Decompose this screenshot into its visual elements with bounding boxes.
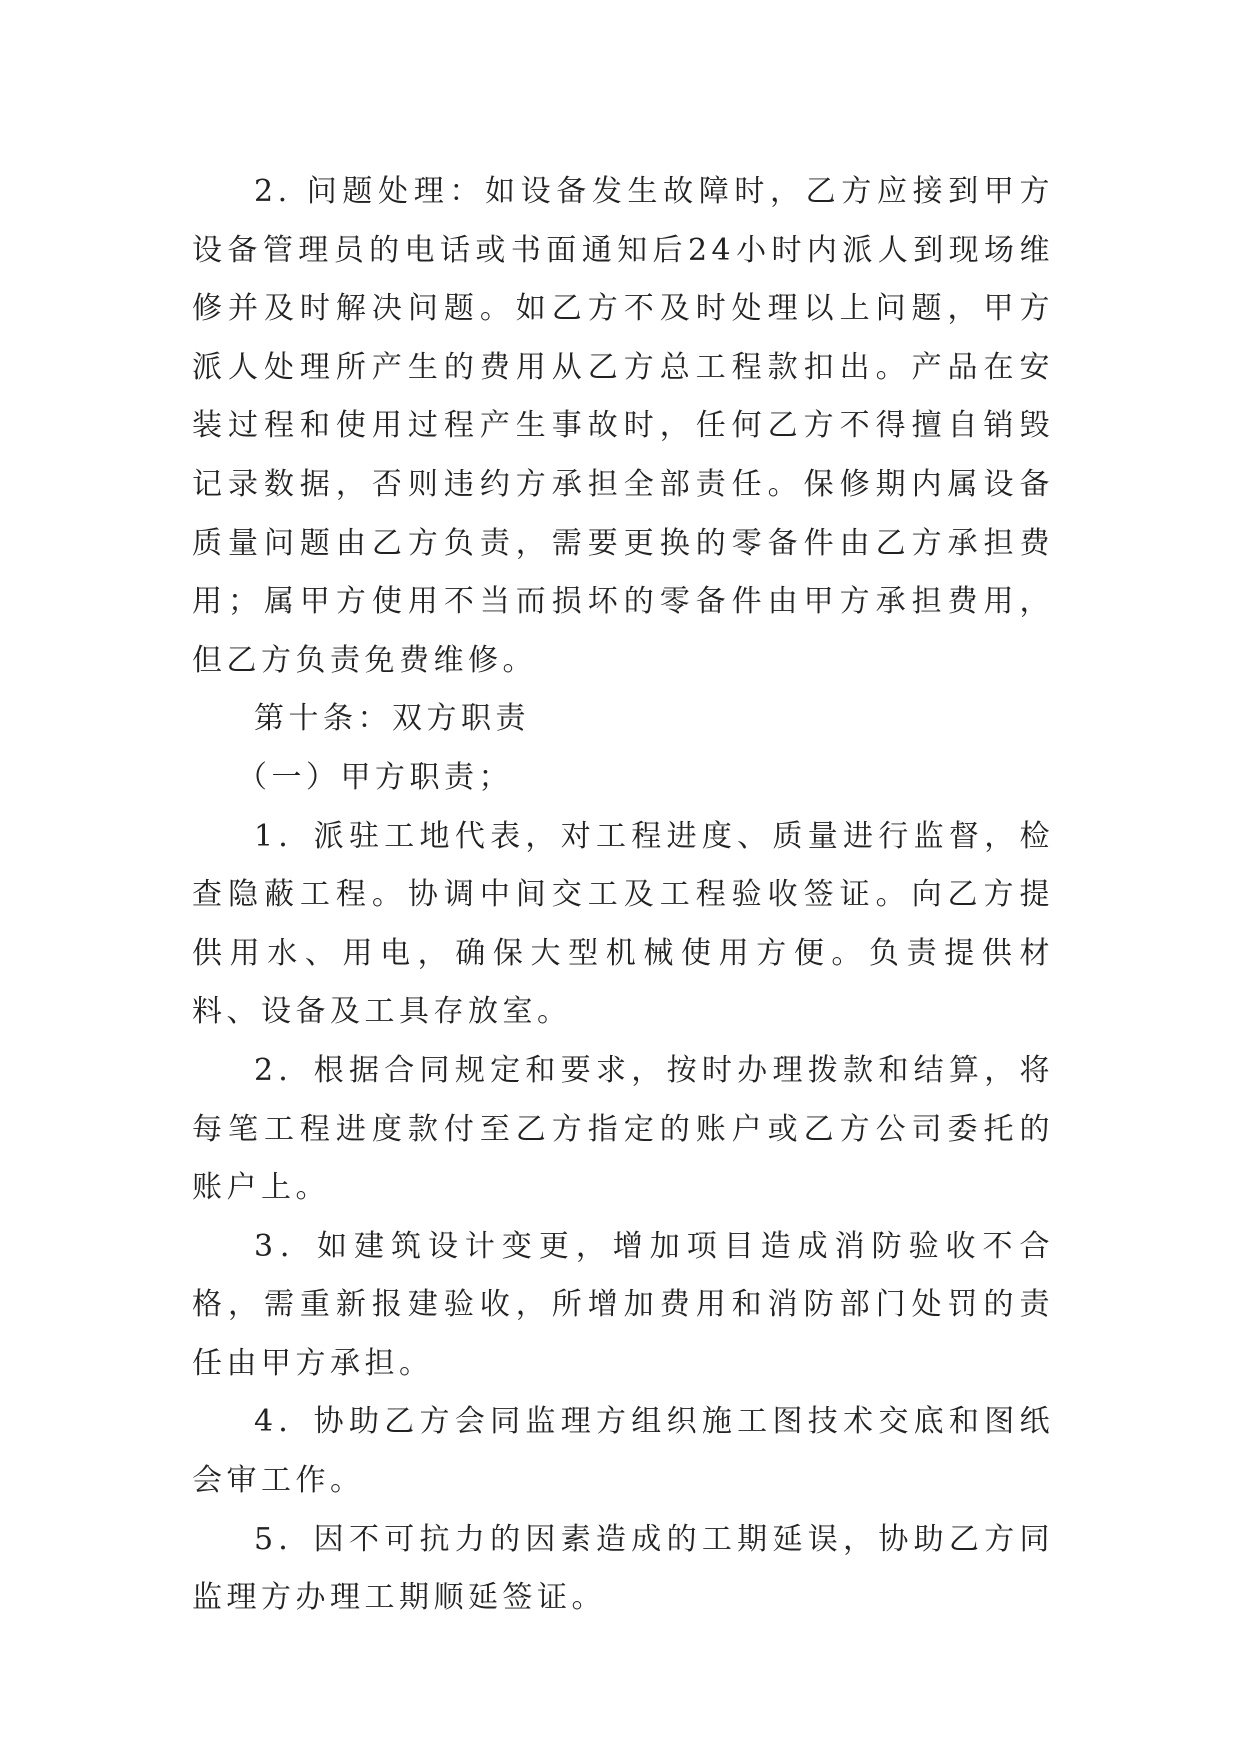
paragraph-problem-handling: 2. 问题处理：如设备发生故障时，乙方应接到甲方设备管理员的电话或书面通知后24小时内派人到现场维修并及时解决问题。如乙方不及时处理以上问题，甲方派人处理所产生的费用从乙方总工程款扣出。产品在安装过程和使用过程产生事故时，任何乙方不得擅自销毁记录数据，否则违约方承担全部责任。保修期内属设备质量问题由乙方负责，需要更换的零备件由乙方承担费用；属甲方使用不当而损坏的零备件由甲方承担费用，但乙方负责免费维修。: [192, 174, 1054, 678]
duty-item-2: 2．根据合同规定和要求，按时办理拨款和结算，将每笔工程进度款付至乙方指定的账户或乙方公司委托的账户上。: [192, 1052, 1054, 1206]
article-ten-heading: 第十条：双方职责: [254, 701, 530, 737]
duty-item-3: 3．如建筑设计变更，增加项目造成消防验收不合格，需重新报建验收，所增加费用和消防部门处罚的责任由甲方承担。: [192, 1228, 1054, 1381]
duty-item-5: 5．因不可抗力的因素造成的工期延误，协助乙方同监理方办理工期顺延签证。: [192, 1521, 1054, 1616]
document-page: [192, 163, 1054, 1628]
duty-item-4: 4．协助乙方会同监理方组织施工图技术交底和图纸会审工作。: [192, 1404, 1054, 1499]
party-a-heading: （一）甲方职责；: [237, 759, 513, 795]
duty-item-1: 1．派驻工地代表，对工程进度、质量进行监督，检查隐蔽工程。协调中间交工及工程验收签证。向乙方提供用水、用电，确保大型机械使用方便。负责提供材料、设备及工具存放室。: [192, 818, 1054, 1030]
